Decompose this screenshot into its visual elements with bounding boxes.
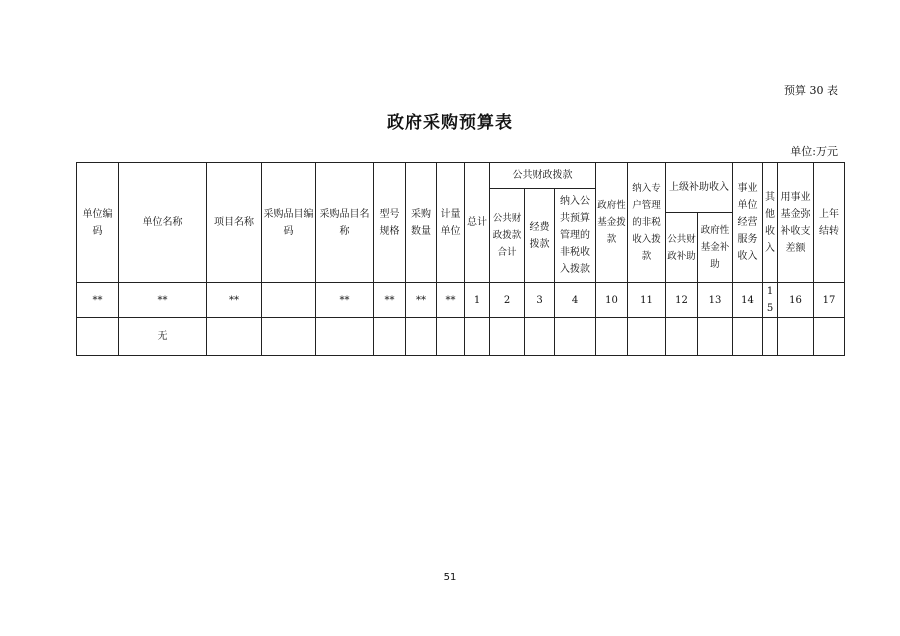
code-cell: ** — [316, 283, 374, 318]
header-total: 总计 — [465, 163, 490, 283]
code-cell: 4 — [555, 283, 596, 318]
header-item-name: 采购品目名称 — [316, 163, 374, 283]
data-cell — [406, 318, 437, 356]
code-cell: 17 — [814, 283, 845, 318]
data-cell — [555, 318, 596, 356]
code-cell: ** — [207, 283, 262, 318]
data-cell — [262, 318, 316, 356]
data-cell — [763, 318, 778, 356]
code-cell: 12 — [666, 283, 698, 318]
data-cell — [465, 318, 490, 356]
data-cell — [437, 318, 465, 356]
code-cell: 2 — [490, 283, 525, 318]
data-cell — [525, 318, 555, 356]
code-cell: ** — [119, 283, 207, 318]
header-superior-subsidy-group: 上级补助收入 — [666, 163, 733, 213]
code-cell: 10 — [596, 283, 628, 318]
code-cell: 13 — [698, 283, 733, 318]
data-cell: 无 — [119, 318, 207, 356]
header-item-code: 采购品目编码 — [262, 163, 316, 283]
data-cell — [698, 318, 733, 356]
code-cell: 16 — [778, 283, 814, 318]
code-cell: 11 — [628, 283, 666, 318]
page-number: 51 — [443, 572, 457, 583]
header-gov-fund: 政府性基金拨款 — [596, 163, 628, 283]
code-cell: ** — [406, 283, 437, 318]
form-number: 预算 30 表 — [784, 84, 838, 97]
data-cell — [733, 318, 763, 356]
code-cell: 1 — [465, 283, 490, 318]
data-cell — [666, 318, 698, 356]
header-public-finance-group: 公共财政拨款 — [490, 163, 596, 189]
code-cell — [262, 283, 316, 318]
data-cell — [77, 318, 119, 356]
header-public-nontax: 纳入公共预算管理的非税收入拨款 — [555, 189, 596, 283]
header-gov-fund-subsidy: 政府性基金补助 — [698, 213, 733, 283]
data-cell — [596, 318, 628, 356]
data-cell — [207, 318, 262, 356]
data-cell — [814, 318, 845, 356]
header-unit-code: 单位编码 — [77, 163, 119, 283]
header-special-nontax: 纳入专户管理的非税收入拨款 — [628, 163, 666, 283]
header-quantity: 采购数量 — [406, 163, 437, 283]
header-public-finance-subsidy: 公共财政补助 — [666, 213, 698, 283]
header-carryover: 上年结转 — [814, 163, 845, 283]
code-cell: 15 — [763, 283, 778, 318]
code-cell: ** — [374, 283, 406, 318]
header-model-spec: 型号规格 — [374, 163, 406, 283]
code-cell: ** — [437, 283, 465, 318]
data-row — [77, 318, 845, 356]
header-fund-allocation: 经费拨款 — [525, 189, 555, 283]
data-cell — [628, 318, 666, 356]
header-business-income: 事业单位经营服务收入 — [733, 163, 763, 283]
code-cell: 3 — [525, 283, 555, 318]
data-cell — [316, 318, 374, 356]
header-career-fund: 用事业基金弥补收支差额 — [778, 163, 814, 283]
header-project-name: 项目名称 — [207, 163, 262, 283]
code-row — [77, 283, 845, 318]
data-cell — [778, 318, 814, 356]
header-measure-unit: 计量单位 — [437, 163, 465, 283]
header-unit-name: 单位名称 — [119, 163, 207, 283]
data-cell — [374, 318, 406, 356]
unit-label: 单位:万元 — [790, 145, 838, 158]
procurement-budget-table — [76, 162, 845, 356]
page-title: 政府采购预算表 — [387, 113, 513, 133]
header-other-income: 其他收入 — [763, 163, 778, 283]
data-cell — [490, 318, 525, 356]
code-cell: 14 — [733, 283, 763, 318]
code-cell: ** — [77, 283, 119, 318]
header-public-finance-total: 公共财政拨款合计 — [490, 189, 525, 283]
